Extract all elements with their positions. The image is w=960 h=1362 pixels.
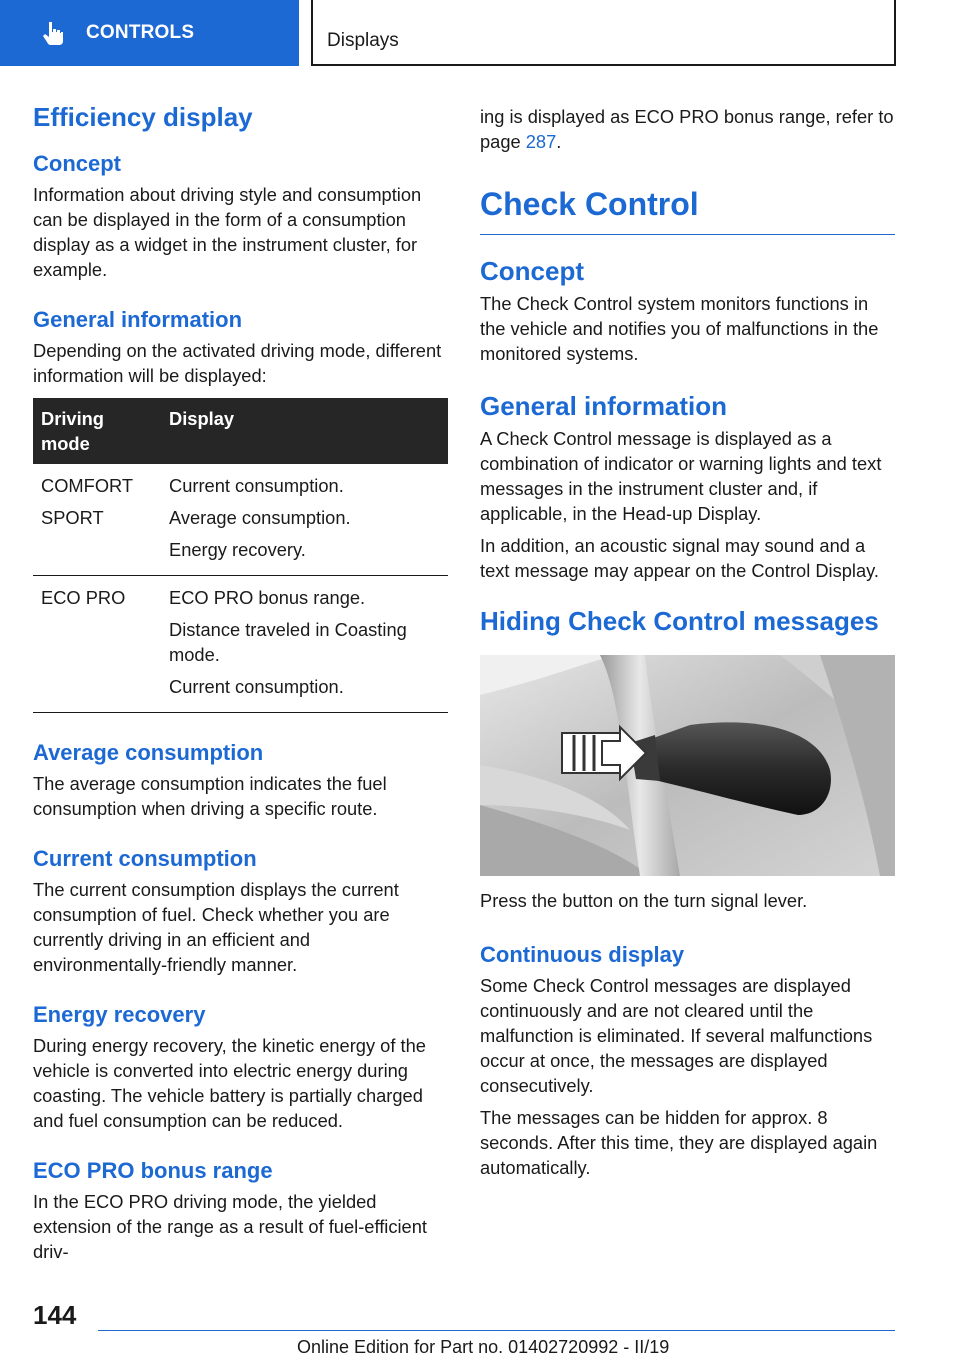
energy-recovery-text: During energy recovery, the kinetic energy of the vehicle is converted into electric energy during coasting. The vehicle battery is partially charged and fuel consumption can be reduced. — [33, 1035, 426, 1131]
general-info-text: Depending on the activated driving mode, different information will be displayed: — [33, 340, 442, 386]
display-item: Current consumption. — [169, 676, 344, 697]
average-consumption-text: The average consumption indicates the fuel consumption when driving a specific route. — [33, 773, 387, 819]
right-column — [480, 104, 895, 1180]
general-info-heading: General information — [480, 391, 728, 421]
turn-signal-lever-illustration — [480, 655, 895, 876]
display-cell — [161, 464, 448, 576]
mode-eco-pro: ECO PRO — [41, 587, 126, 608]
edition-text: Online Edition for Part no. 01402720992 - II/19 — [297, 1337, 670, 1357]
mode-cell — [33, 464, 161, 576]
general-info-text-1: A Check Control message is displayed as a combination of indicator or warning lights and text messages in the instrument cluster and, if applicable, in the Head-up Display. — [480, 428, 882, 524]
driving-mode-table — [33, 398, 448, 713]
page-section-title: Displays — [327, 30, 399, 51]
continuous-display-text-2: The messages can be hidden for approx. 8 seconds. After this time, they are displayed again automatically. — [480, 1107, 878, 1178]
display-item: Energy recovery. — [169, 539, 306, 560]
page-reference-link[interactable]: 287 — [525, 131, 557, 152]
section-tab-label: CONTROLS — [86, 22, 195, 43]
concept-text: Information about driving style and consumption can be displayed in the form of a consumption display as a widget in the instrument cluster, for example. — [33, 184, 422, 280]
display-item: Average consumption. — [169, 507, 351, 528]
eco-pro-bonus-heading: ECO PRO bonus range — [33, 1158, 273, 1183]
eco-pro-bonus-text: In the ECO PRO driving mode, the yielded extension of the range as a result of fuel-efficient driv- — [33, 1191, 427, 1262]
section-tab — [0, 0, 299, 66]
concept-heading: Concept — [33, 151, 121, 176]
check-control-heading: Check Control — [480, 184, 895, 235]
general-info-heading: General information — [33, 307, 243, 332]
energy-recovery-heading: Energy recovery — [33, 1002, 206, 1027]
display-item: Current consumption. — [169, 475, 344, 496]
concept-text: The Check Control system monitors functions in the vehicle and notifies you of malfunctions in the monitored systems. — [480, 293, 879, 364]
continued-text-end: . — [556, 131, 562, 152]
hand-pointer-icon — [40, 20, 66, 46]
display-cell — [161, 576, 448, 713]
continuous-display-heading: Continuous display — [480, 942, 685, 967]
current-consumption-text: The current consumption displays the current consumption of fuel. Check whether you are currently driving in an efficient and environmentally-friendly manner. — [33, 879, 399, 975]
col-header-driving-mode: Driving mode — [33, 398, 161, 464]
general-info-text-2: In addition, an acoustic signal may sound and a text message may appear on the Control Display. — [480, 535, 880, 581]
left-column — [33, 100, 448, 1264]
continued-text — [480, 104, 895, 154]
col-header-display: Display — [161, 398, 448, 464]
concept-heading: Concept — [480, 256, 584, 286]
continuous-display-text-1: Some Check Control messages are displayed continuously and are not cleared until the malfunction is eliminated. If several malfunctions occur at once, the messages are displayed consecutively. — [480, 975, 873, 1096]
display-item: ECO PRO bonus range. — [169, 587, 366, 608]
efficiency-display-heading: Efficiency display — [33, 102, 253, 132]
hiding-messages-heading: Hiding Check Control messages — [480, 606, 879, 636]
mode-cell — [33, 576, 161, 713]
mode-sport: SPORT — [41, 507, 104, 528]
mode-comfort: COMFORT — [41, 475, 134, 496]
continued-text-part: ing is displayed as ECO PRO bonus range, refer to page — [480, 106, 894, 152]
header-title-box — [311, 0, 896, 66]
average-consumption-heading: Average consumption — [33, 740, 264, 765]
display-item: Distance traveled in Coasting mode. — [169, 619, 407, 665]
figure-caption: Press the button on the turn signal lever. — [480, 890, 808, 911]
page-number: 144 — [33, 1300, 77, 1330]
table-row — [33, 464, 448, 576]
table-row — [33, 576, 448, 713]
footer-divider — [98, 1330, 895, 1331]
current-consumption-heading: Current consumption — [33, 846, 257, 871]
